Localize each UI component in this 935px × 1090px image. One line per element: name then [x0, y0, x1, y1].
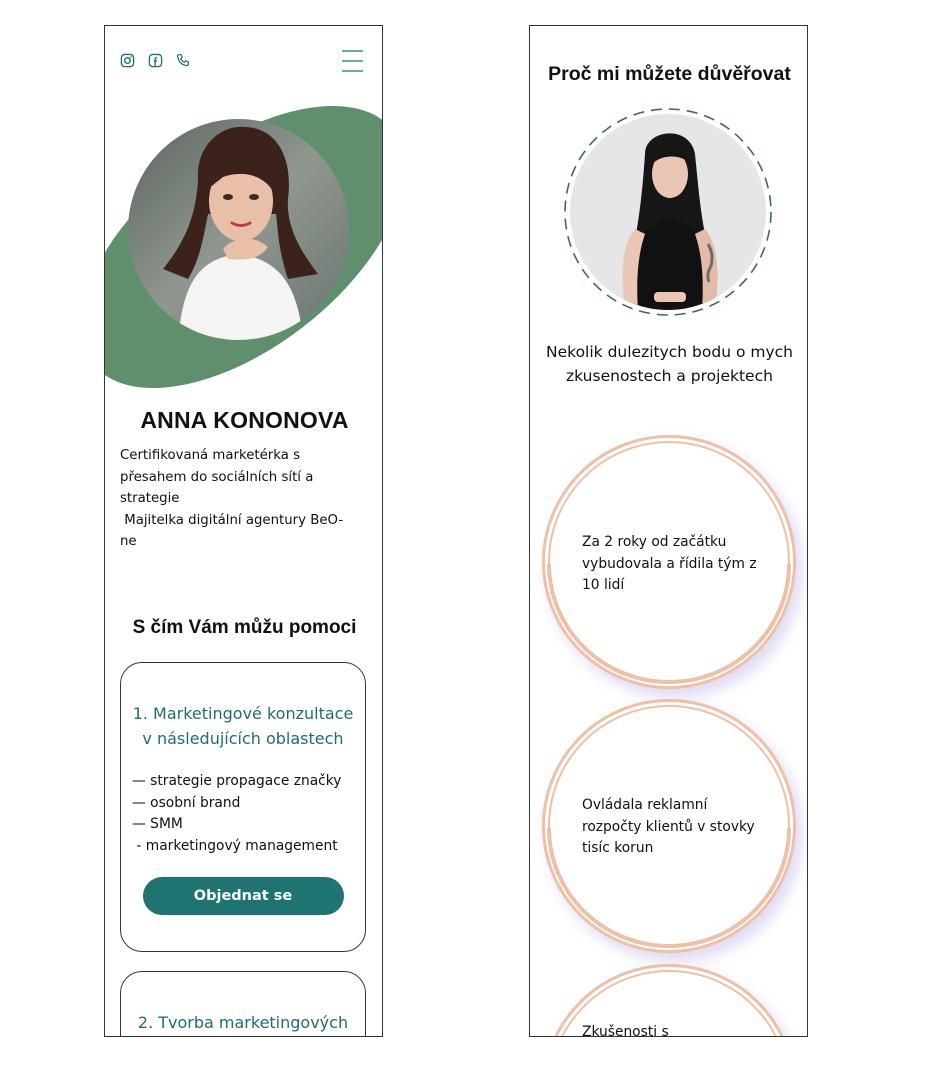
service-card: [120, 662, 366, 952]
bio-line: strategie: [120, 491, 180, 506]
achievement-circle: [542, 699, 796, 953]
mobile-frame-home: [104, 25, 383, 1037]
achievement-text: Ovládala reklamní rozpočty klientů v stovky tisíc korun: [582, 797, 755, 856]
list-item: — SMM: [132, 816, 183, 832]
services-heading: S čím Vám můžu pomoci: [132, 617, 357, 638]
bio-line: ne: [120, 534, 137, 549]
achievement-circle: [542, 435, 796, 689]
bio-line: Certifikovaná marketérka s: [120, 448, 301, 463]
trust-subtitle: Nekolik dulezitych bodu o mych zkusenostech a projektech: [546, 343, 793, 385]
list-item: — strategie propagace značky: [132, 773, 342, 789]
mobile-frame-trust: [529, 25, 808, 1037]
hamburger-menu-icon[interactable]: [342, 50, 363, 72]
portrait-photo: [128, 119, 349, 340]
bio-line: přesahem do sociálních sítí a: [120, 469, 314, 485]
achievement-circle: [542, 964, 796, 1037]
instagram-icon[interactable]: [120, 53, 135, 68]
achievement-text: Za 2 roky od začátku vybudovala a řídila tým z 10 lidí: [582, 534, 757, 593]
service-card-list: [121, 771, 365, 857]
service-card-title: 1. Marketingové konzultace v následujících oblastech: [132, 704, 354, 748]
facebook-icon[interactable]: [148, 53, 163, 68]
person-name: ANNA KONONOVA: [140, 407, 349, 433]
service-card-title: 2. Tvorba marketingových: [137, 1013, 349, 1032]
trust-heading: Proč mi můžete důvěřovat: [548, 63, 791, 85]
bio-line: Majitelka digitální agentury BeO-: [120, 512, 344, 528]
achievement-text: Zkušenosti s: [582, 1024, 669, 1037]
trust-portrait: [562, 106, 774, 318]
list-item: — osobní brand: [132, 794, 241, 811]
hero-portrait-section: [105, 84, 383, 380]
trust-portrait-photo: [570, 114, 766, 310]
person-bio: [120, 445, 370, 553]
list-item: - marketingový management: [132, 837, 338, 854]
order-button[interactable]: Objednat se: [143, 877, 344, 915]
service-card: [120, 971, 366, 1037]
phone-icon[interactable]: [176, 53, 191, 68]
social-links: [120, 53, 191, 68]
